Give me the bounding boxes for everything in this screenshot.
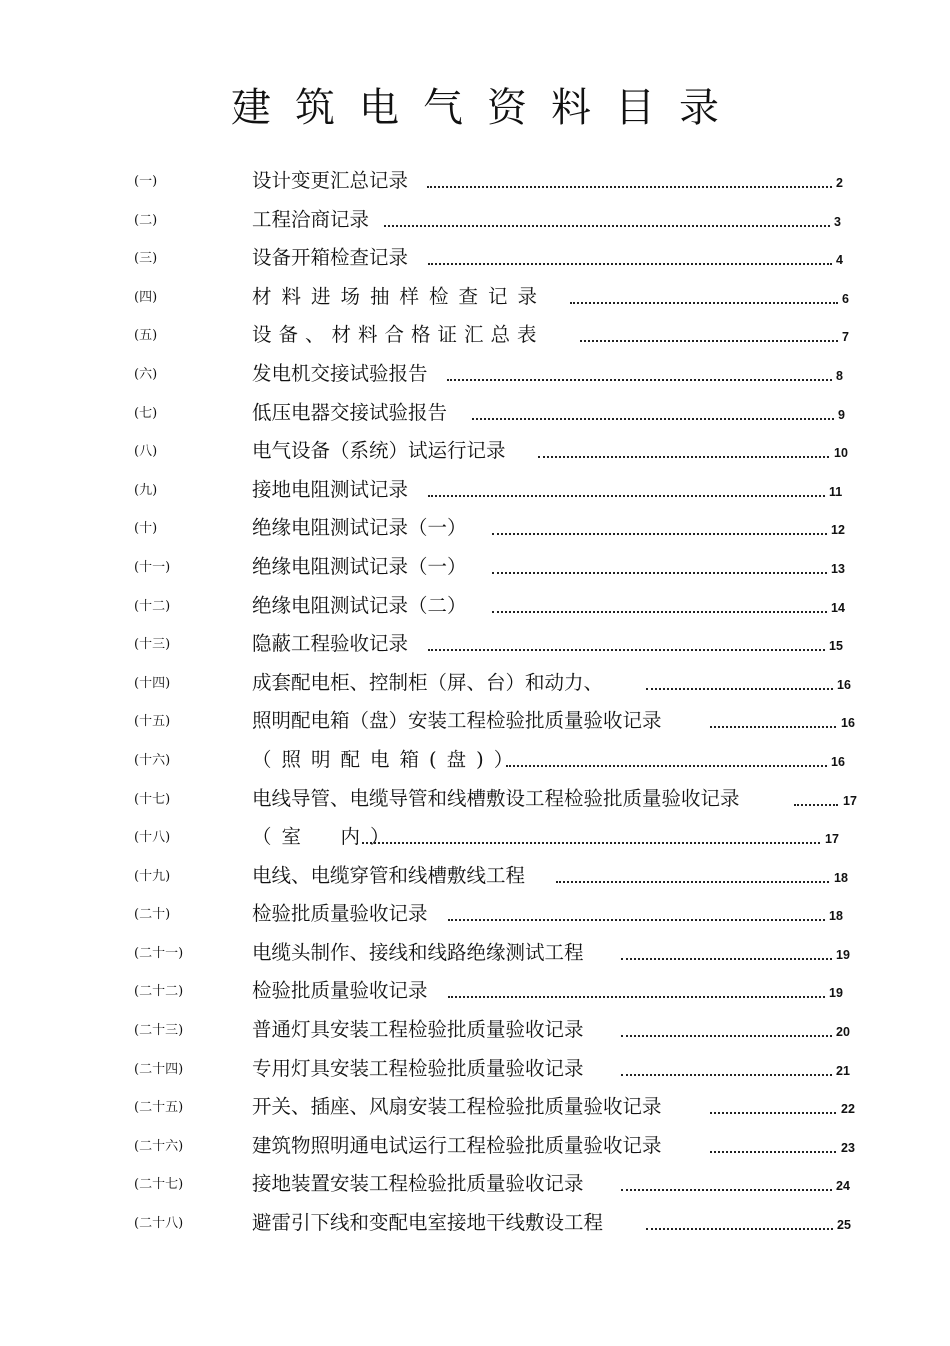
toc-entry-number: (二) (134, 212, 158, 228)
toc-entry-title: 开关、插座、风扇安装工程检验批质量验收记录 (252, 1095, 662, 1119)
toc-entry (0, 355, 950, 394)
toc-entry (0, 548, 950, 587)
toc-entry-title: 建筑物照明通电试运行工程检验批质量验收记录 (252, 1133, 662, 1157)
toc-entry-title: 避雷引下线和变配电室接地干线敷设工程 (252, 1211, 604, 1235)
toc-entry-title: 普通灯具安装工程检验批质量验收记录 (252, 1018, 584, 1042)
toc-entry-page-number: 6 (842, 291, 849, 306)
toc-entry (0, 1165, 950, 1204)
toc-entry-title: 绝缘电阻测试记录（一） (252, 554, 467, 578)
toc-dot-leader (428, 259, 832, 265)
toc-entry-number: (十二) (134, 598, 171, 614)
toc-dot-leader (710, 722, 836, 728)
toc-dot-leader (794, 800, 838, 806)
toc-entry-page-number: 8 (836, 368, 843, 383)
toc-entry (0, 471, 950, 510)
toc-entry-number: (二十) (134, 907, 171, 923)
toc-entry-number: (四) (134, 289, 158, 305)
toc-dot-leader (448, 915, 825, 921)
toc-entry (0, 1127, 950, 1166)
toc-entry-title: 电线、电缆穿管和线槽敷线工程 (252, 863, 526, 887)
toc-entry-page-number: 18 (829, 909, 843, 924)
toc-entry-title: 检验批质量验收记录 (252, 902, 428, 926)
document-title: 建筑电气资料目录 (231, 85, 743, 131)
toc-dot-leader (621, 1070, 832, 1076)
toc-dot-leader (570, 298, 838, 304)
toc-entry-title: 成套配电柜、控制柜（屏、台）和动力、 (252, 670, 604, 694)
toc-entry-number: (七) (134, 405, 158, 421)
toc-dot-leader (492, 607, 827, 613)
toc-entry-page-number: 24 (836, 1179, 850, 1194)
toc-entry-page-number: 2 (836, 176, 843, 190)
toc-entry (0, 1204, 950, 1243)
toc-entry-number: (十八) (134, 830, 171, 846)
toc-dot-leader (448, 992, 825, 998)
table-of-contents (0, 162, 950, 1243)
toc-entry-page-number: 15 (829, 639, 843, 654)
toc-entry-number: (二十五) (134, 1100, 184, 1116)
toc-entry-number: (二十三) (134, 1023, 184, 1039)
toc-entry-title: 电线导管、电缆导管和线槽敷设工程检验批质量验收记录 (252, 786, 740, 810)
toc-entry-page-number: 13 (831, 561, 845, 576)
toc-entry-number: (五) (134, 328, 158, 344)
toc-entry-title: 绝缘电阻测试记录（二） (252, 593, 467, 617)
toc-entry-page-number: 11 (829, 484, 843, 499)
toc-dot-leader (428, 645, 825, 651)
toc-entry-number: (十) (134, 521, 158, 537)
toc-dot-leader (646, 1224, 833, 1230)
toc-dot-leader (492, 529, 827, 535)
toc-entry-number: (十五) (134, 714, 171, 730)
toc-entry (0, 664, 950, 703)
toc-entry (0, 1050, 950, 1089)
toc-entry-number: (二十二) (134, 984, 184, 1000)
toc-entry-number: (九) (134, 482, 158, 498)
toc-dot-leader (384, 221, 830, 227)
toc-entry (0, 201, 950, 240)
toc-entry (0, 1011, 950, 1050)
toc-entry-title: 工程洽商记录 (252, 207, 370, 231)
toc-entry-title: 电气设备（系统）试运行记录 (252, 439, 506, 463)
toc-entry (0, 780, 950, 819)
toc-entry-title: 设备、材料合格证汇总表 (252, 323, 544, 347)
toc-dot-leader (428, 491, 825, 497)
toc-dot-leader (621, 954, 832, 960)
toc-entry (0, 625, 950, 664)
toc-entry-title: 检验批质量验收记录 (252, 979, 428, 1003)
toc-entry-title: 专用灯具安装工程检验批质量验收记录 (252, 1056, 584, 1080)
toc-entry-page-number: 22 (841, 1102, 855, 1117)
toc-entry (0, 432, 950, 471)
toc-dot-leader (472, 414, 834, 420)
toc-dot-leader (646, 684, 833, 690)
toc-entry-page-number: 14 (831, 600, 845, 615)
toc-entry-title: 接地装置安装工程检验批质量验收记录 (252, 1172, 584, 1196)
toc-entry-title: 绝缘电阻测试记录（一） (252, 516, 467, 540)
toc-entry-page-number: 23 (841, 1140, 855, 1155)
toc-entry-page-number: 16 (841, 716, 855, 731)
toc-entry (0, 972, 950, 1011)
toc-entry (0, 818, 950, 857)
toc-entry-number: (二十四) (134, 1061, 184, 1077)
toc-entry-number: (十一) (134, 559, 171, 575)
toc-dot-leader (427, 182, 832, 188)
toc-entry-number: (十九) (134, 868, 171, 884)
toc-entry-page-number: 9 (838, 407, 845, 422)
toc-entry (0, 278, 950, 317)
toc-dot-leader (538, 452, 829, 458)
toc-entry-number: (八) (134, 444, 158, 460)
toc-entry (0, 857, 950, 896)
toc-entry-number: (十四) (134, 675, 171, 691)
toc-entry-page-number: 21 (836, 1063, 850, 1078)
toc-entry-page-number: 17 (843, 793, 857, 808)
toc-entry-title: 材料进场抽样检查记录 (252, 284, 548, 308)
toc-entry-page-number: 16 (831, 754, 845, 769)
toc-entry-number: (十七) (134, 791, 171, 807)
toc-dot-leader (580, 336, 838, 342)
toc-entry-number: (十三) (134, 637, 171, 653)
toc-dot-leader (621, 1185, 832, 1191)
toc-entry (0, 702, 950, 741)
toc-entry-title: 电缆头制作、接线和线路绝缘测试工程 (252, 940, 584, 964)
toc-entry-title: 设计变更汇总记录 (252, 169, 409, 192)
toc-entry (0, 1088, 950, 1127)
toc-entry-page-number: 7 (842, 330, 849, 345)
toc-entry (0, 741, 950, 780)
toc-entry (0, 587, 950, 626)
toc-entry-page-number: 19 (836, 947, 850, 962)
toc-dot-leader (621, 1031, 832, 1037)
toc-entry-page-number: 16 (837, 677, 851, 692)
toc-entry-page-number: 4 (836, 253, 843, 268)
toc-entry (0, 934, 950, 973)
toc-entry-number: (六) (134, 366, 158, 382)
toc-entry-title: 接地电阻测试记录 (252, 477, 409, 501)
toc-entry (0, 509, 950, 548)
toc-dot-leader (492, 568, 827, 574)
toc-dot-leader (447, 375, 832, 381)
toc-entry-number: (一) (134, 174, 158, 189)
toc-entry-title: 发电机交接试验报告 (252, 361, 428, 385)
toc-entry-number: (十六) (134, 752, 171, 768)
toc-entry-number: (三) (134, 251, 158, 267)
toc-entry-page-number: 18 (834, 870, 848, 885)
toc-entry-page-number: 25 (837, 1218, 851, 1233)
toc-entry (0, 316, 950, 355)
toc-dot-leader (556, 877, 829, 883)
toc-entry (0, 394, 950, 433)
toc-entry-number: (二十八) (134, 1216, 184, 1232)
toc-entry-title: 照明配电箱（盘）安装工程检验批质量验收记录 (252, 709, 662, 733)
toc-dot-leader (710, 1108, 836, 1114)
toc-entry-page-number: 3 (834, 214, 841, 229)
toc-entry (0, 239, 950, 278)
toc-entry-page-number: 19 (829, 986, 843, 1001)
toc-entry-page-number: 10 (834, 446, 848, 461)
toc-entry (0, 895, 950, 934)
toc-entry-title: 低压电器交接试验报告 (252, 400, 448, 424)
toc-entry-title: 隐蔽工程验收记录 (252, 632, 409, 656)
toc-entry-number: (二十六) (134, 1138, 184, 1154)
toc-entry-page-number: 12 (831, 523, 845, 538)
toc-dot-leader (362, 838, 820, 844)
toc-entry-number: (二十一) (134, 945, 184, 961)
toc-entry-page-number: 17 (825, 832, 839, 847)
toc-dot-leader (506, 761, 827, 767)
toc-dot-leader (710, 1147, 836, 1153)
toc-entry-title: （室 内） (252, 825, 400, 849)
toc-entry-title: 设备开箱检查记录 (252, 246, 409, 270)
toc-entry-number: (二十七) (134, 1177, 184, 1193)
toc-entry-title: （照明配电箱(盘)） (252, 747, 524, 771)
toc-entry-page-number: 20 (836, 1025, 850, 1040)
toc-entry (0, 162, 950, 201)
